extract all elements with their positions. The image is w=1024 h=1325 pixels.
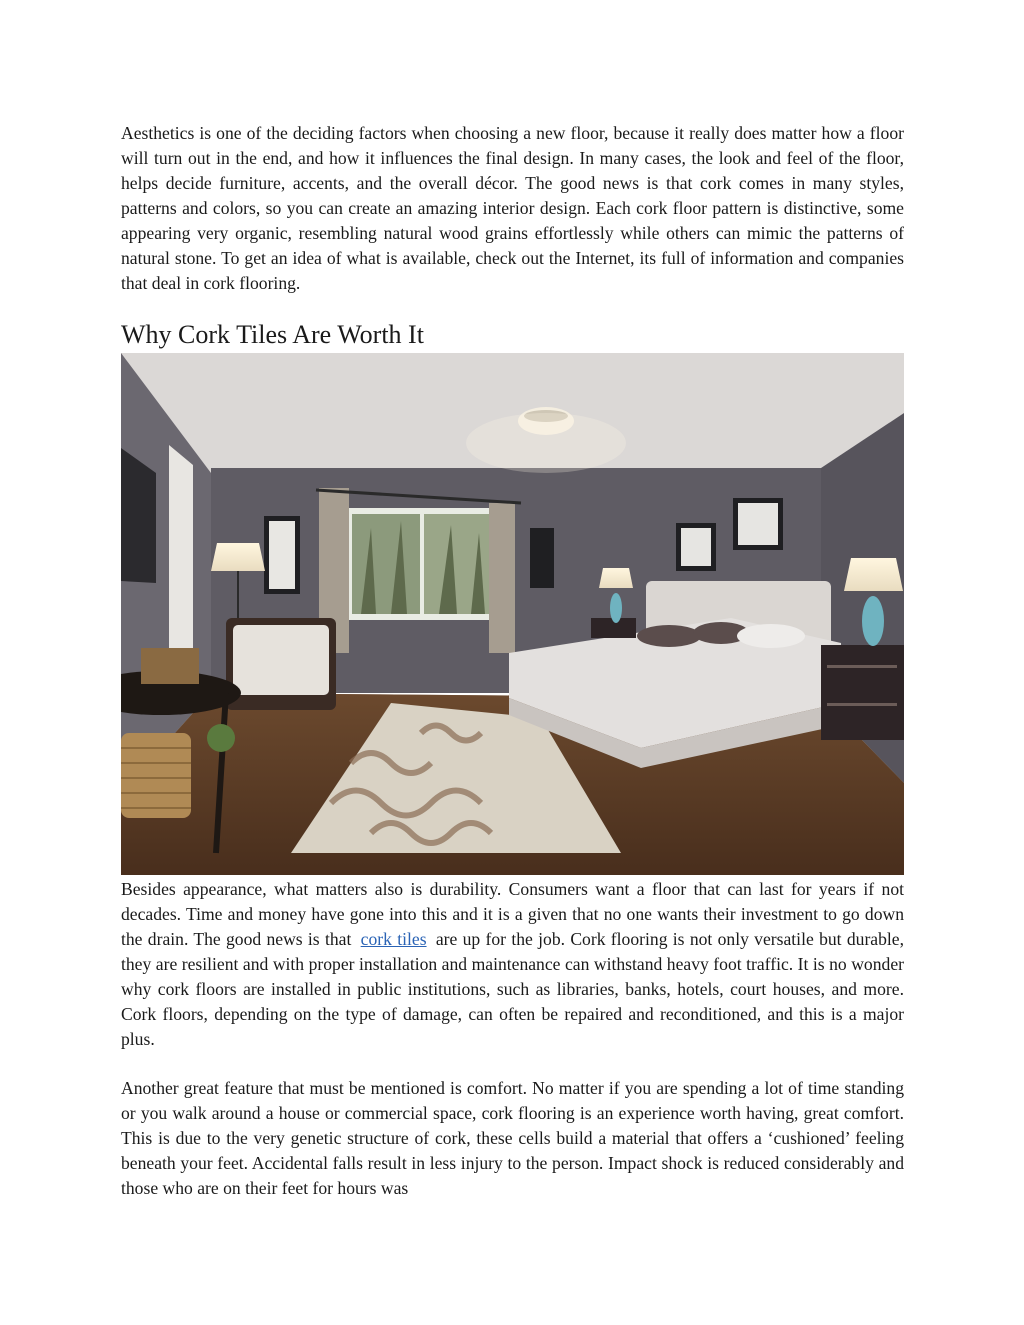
durability-text-before-link: Besides appearance, what matters also is durability. Consumers want a floor that can last for years if not decades. Time and money have gone into this and it is a given that no one wants their investment to go down the drain. The good news is that xyxy=(121,879,904,949)
durability-paragraph xyxy=(121,877,904,1052)
intro-paragraph: Aesthetics is one of the deciding factors when choosing a new floor, because it really does matter how a floor will turn out in the end, and how it influences the final design. In many cases, the look and feel of the floor, helps decide furniture, accents, and the overall décor. The good news is that cork comes in many styles, patterns and colors, so you can create an amazing interior design. Each cork floor pattern is distinctive, some appearing very organic, resembling natural wood grains effortlessly while others can mimic the patterns of natural stone. To get an idea of what is available, check out the Internet, its full of information and companies that deal in cork flooring. xyxy=(121,123,904,293)
section-heading: Why Cork Tiles Are Worth It xyxy=(121,320,424,349)
bedroom-photo xyxy=(121,353,904,875)
cork-tiles-link[interactable]: cork tiles xyxy=(360,929,427,949)
durability-text-after-link: are up for the job. Cork flooring is not only versatile but durable, they are resilient and with proper installation and maintenance can withstand heavy foot traffic. It is no wonder why cork floors are installed in public institutions, such as libraries, banks, hotels, court houses, and more. Cork floors, depending on the type of damage, can often be repaired and reconditioned, and this is a major plus. xyxy=(121,929,905,1049)
comfort-paragraph: Another great feature that must be mentioned is comfort. No matter if you are spending a lot of time standing or you walk around a house or commercial space, cork flooring is an experience worth having, great comfort. This is due to the very genetic structure of cork, these cells build a material that offers a ‘cushioned’ feeling beneath your feet. Accidental falls result in less injury to the person. Impact shock is reduced considerably and those who are on their feet for hours was xyxy=(121,1078,904,1198)
